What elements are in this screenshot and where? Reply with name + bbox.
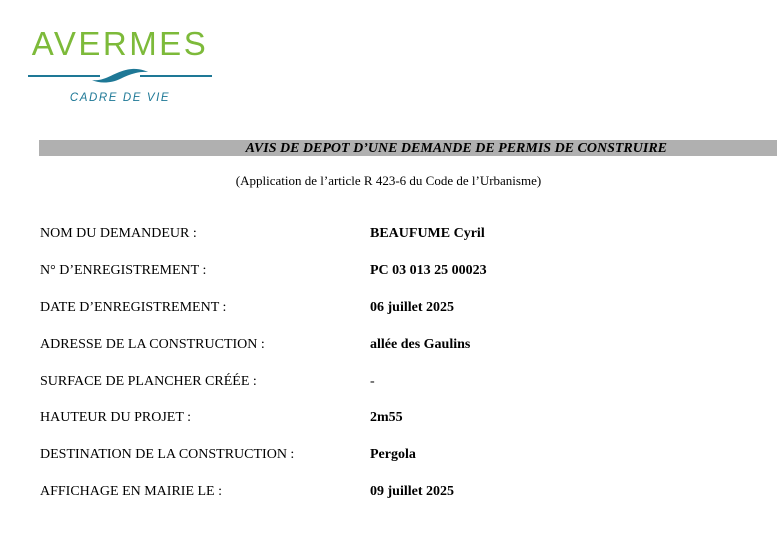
- applicant-name-label: NOM DU DEMANDEUR :: [40, 226, 197, 241]
- notice-title: AVIS DE DEPOT D’UNE DEMANDE DE PERMIS DE CONSTRUIRE: [245, 141, 667, 156]
- floor-area-value: -: [370, 374, 375, 389]
- registration-date-label: DATE D’ENREGISTREMENT :: [40, 300, 227, 315]
- project-height-label: HAUTEUR DU PROJET :: [40, 410, 192, 425]
- logo-wave-graphic: [28, 67, 212, 85]
- registration-number-label: N° D’ENREGISTREMENT :: [40, 263, 207, 278]
- construction-address-value: allée des Gaulins: [370, 337, 471, 352]
- registration-date-value: 06 juillet 2025: [370, 300, 454, 315]
- town-hall-posting-label: AFFICHAGE EN MAIRIE LE :: [40, 484, 222, 499]
- avermes-logo: [28, 26, 212, 110]
- logo-wordmark: AVERMES: [31, 25, 209, 62]
- project-height-value: 2m55: [370, 410, 403, 425]
- town-hall-posting-value: 09 juillet 2025: [370, 484, 454, 499]
- logo-tagline: CADRE DE VIE: [69, 92, 171, 104]
- floor-area-label: SURFACE DE PLANCHER CRÉÉE :: [40, 374, 257, 389]
- construction-address-label: ADRESSE DE LA CONSTRUCTION :: [40, 337, 265, 352]
- applicant-name-value: BEAUFUME Cyril: [370, 226, 485, 241]
- construction-purpose-label: DESTINATION DE LA CONSTRUCTION :: [40, 447, 295, 462]
- notice-subtitle: (Application de l’article R 423-6 du Code de l’Urbanisme): [235, 173, 542, 188]
- construction-purpose-value: Pergola: [370, 447, 416, 462]
- registration-number-value: PC 03 013 25 00023: [370, 263, 487, 278]
